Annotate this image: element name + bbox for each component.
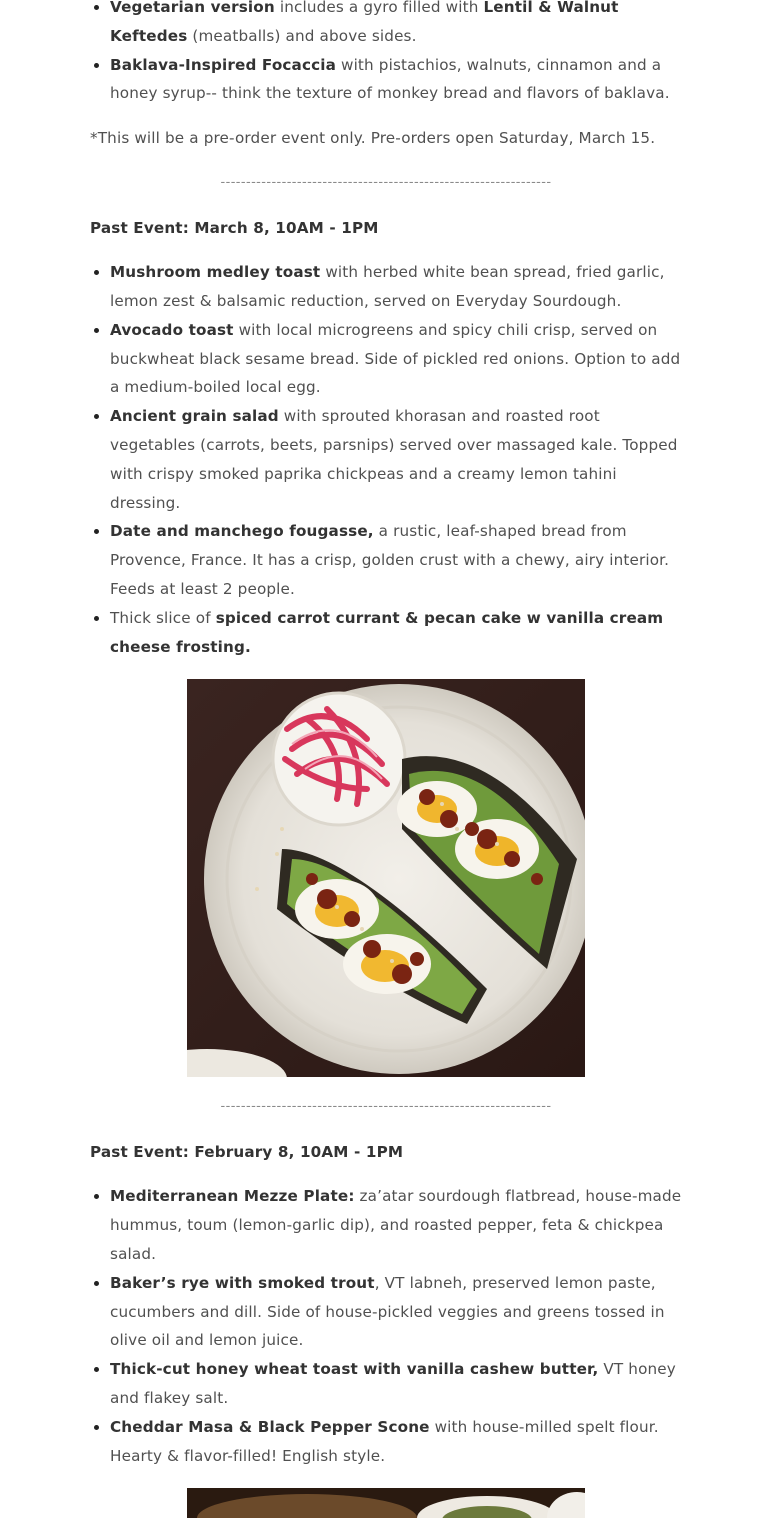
food-photo-partial — [187, 1488, 585, 1518]
avocado-toast-photo — [187, 679, 585, 1077]
february-menu-list — [90, 1182, 682, 1470]
list-item: • Thick-cut honey wheat toast with vanilla cashew butter, VT honey and flakey salt. — [110, 1355, 682, 1413]
list-item: • Vegetarian version includes a gyro filled with Lentil & Walnut Keftedes (meatballs) and above sides. — [110, 0, 682, 51]
list-item: • Thick slice of spiced carrot currant & pecan cake w vanilla cream cheese frosting. — [110, 604, 682, 662]
divider: ----------------------------------------------------------------- — [220, 1099, 552, 1115]
list-item: • Cheddar Masa & Black Pepper Scone with house-milled spelt flour. Hearty & flavor-filled! English style. — [110, 1413, 682, 1471]
list-item: • Mushroom medley toast with herbed white bean spread, fried garlic, lemon zest & balsamic reduction, served on Everyday Sourdough. — [110, 258, 682, 316]
march-menu-list — [90, 258, 682, 661]
february-event-heading: Past Event: February 8, 10AM - 1PM — [90, 1143, 404, 1162]
list-item: • Ancient grain salad with sprouted khorasan and roasted root vegetables (carrots, beets, parsnips) served over massaged kale. Topped with crispy smoked paprika chickpeas and a creamy lemon tahini dressing. — [110, 402, 682, 517]
top-menu-list — [90, 0, 682, 108]
march-event-heading: Past Event: March 8, 10AM - 1PM — [90, 219, 379, 238]
divider: ----------------------------------------------------------------- — [220, 175, 552, 191]
preorder-note: *This will be a pre-order event only. Pre-orders open Saturday, March 15. — [90, 129, 656, 148]
list-item: • Baklava-Inspired Focaccia with pistachios, walnuts, cinnamon and a honey syrup-- think the texture of monkey bread and flavors of baklava. — [110, 51, 682, 109]
list-item: • Mediterranean Mezze Plate: za’atar sourdough flatbread, house-made hummus, toum (lemon-garlic dip), and roasted pepper, feta & chickpea salad. — [110, 1182, 682, 1268]
list-item: • Avocado toast with local microgreens and spicy chili crisp, served on buckwheat black sesame bread. Side of pickled red onions. Option to add a medium-boiled local egg. — [110, 316, 682, 402]
main-content — [90, 0, 682, 1518]
list-item: • Date and manchego fougasse, a rustic, leaf-shaped bread from Provence, France. It has a crisp, golden crust with a chewy, airy interior. Feeds at least 2 people. — [110, 517, 682, 603]
list-item: • Baker’s rye with smoked trout, VT labneh, preserved lemon paste, cucumbers and dill. Side of house-pickled veggies and greens tossed in olive oil and lemon juice. — [110, 1269, 682, 1355]
